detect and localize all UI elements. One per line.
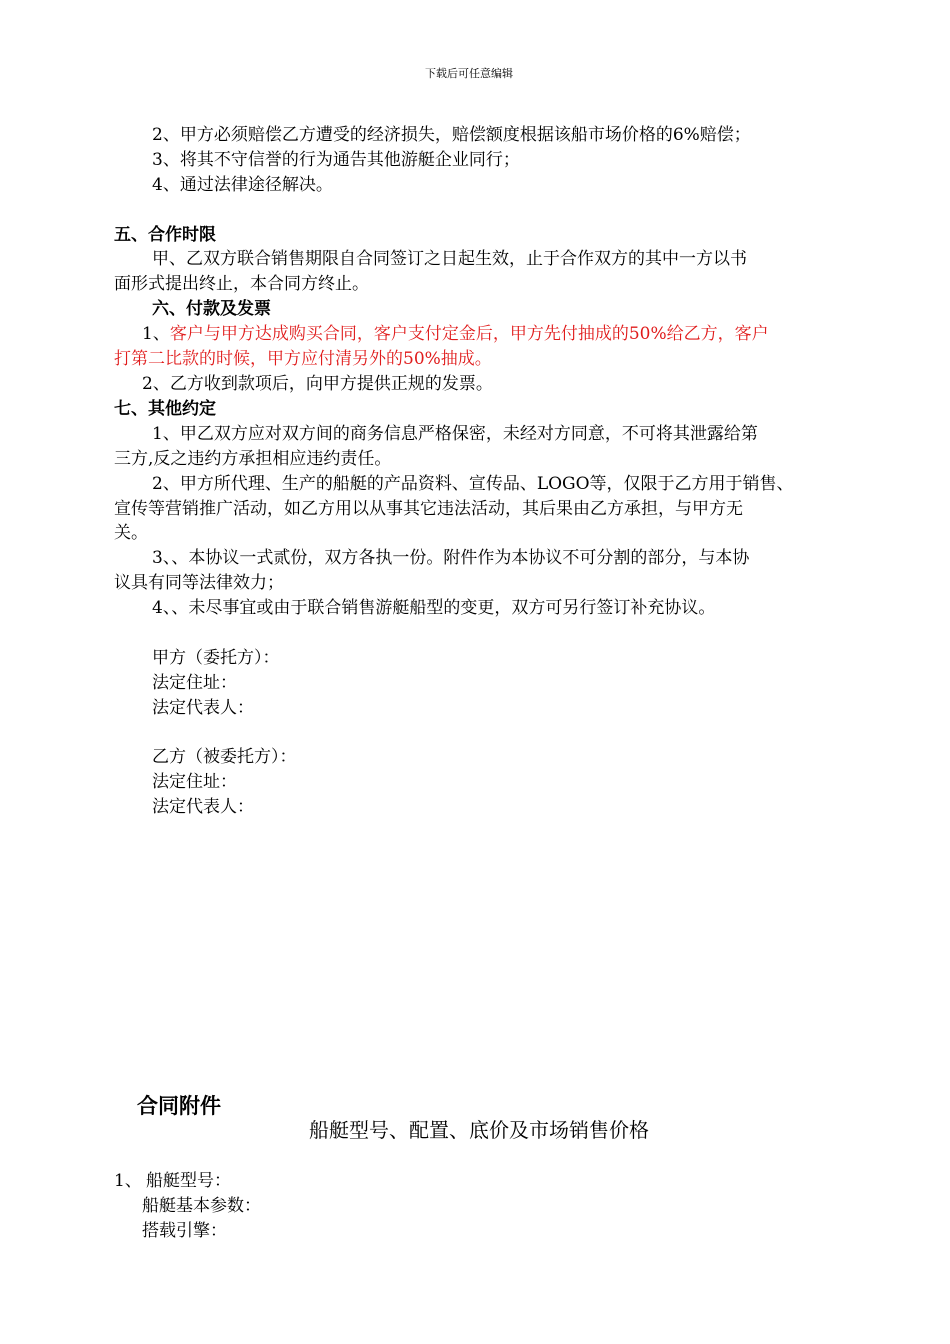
annex-item-1-number: 1、 xyxy=(114,1171,142,1191)
clause-4-3: 3、将其不守信誉的行为通告其他游艇企业同行； xyxy=(152,150,520,170)
section-7-line-2: 三方,反之违约方承担相应违约责任。 xyxy=(114,449,392,469)
section-7-line-7: 议具有同等法律效力； xyxy=(114,573,284,593)
section-7-line-1: 1、甲乙双方应对双方间的商务信息严格保密，未经对方同意，不可将其泄露给第 xyxy=(152,424,758,444)
annex-subtitle: 船艇型号、配置、底价及市场销售价格 xyxy=(309,1118,649,1142)
annex-item-1-label: 船艇型号： xyxy=(146,1171,231,1191)
section-7-line-3: 2、甲方所代理、生产的船艇的产品资料、宣传品、LOGO等，仅限于乙方用于销售、 xyxy=(152,474,794,494)
section-7-heading: 七、其他约定 xyxy=(114,399,216,419)
section-6-item-1-text: 客户与甲方达成购买合同，客户支付定金后，甲方先付抽成的50%给乙方，客户 xyxy=(169,324,769,344)
annex-engine-label: 搭载引擎： xyxy=(142,1221,227,1241)
party-b-representative: 法定代表人： xyxy=(152,797,254,817)
clause-4-4: 4、通过法律途径解决。 xyxy=(152,175,333,195)
section-7-line-8: 4、、未尽事宜或由于联合销售游艇船型的变更，双方可另行签订补充协议。 xyxy=(152,598,716,618)
party-a-address: 法定住址： xyxy=(152,673,237,693)
header-note: 下载后可任意编辑 xyxy=(425,67,513,80)
party-a-title: 甲方（委托方）： xyxy=(152,648,280,668)
section-6-heading: 六、付款及发票 xyxy=(152,299,271,319)
section-5-line-2: 面形式提出终止，本合同方终止。 xyxy=(114,274,369,294)
annex-params-label: 船艇基本参数： xyxy=(142,1196,261,1216)
section-5-heading: 五、合作时限 xyxy=(114,225,216,245)
party-a-representative: 法定代表人： xyxy=(152,698,254,718)
section-7-line-6: 3、、本协议一式贰份，双方各执一份。附件作为本协议不可分割的部分，与本协 xyxy=(152,548,750,568)
party-b-address: 法定住址： xyxy=(152,772,237,792)
section-7-line-5: 关。 xyxy=(114,523,148,543)
party-b-title: 乙方（被委托方）： xyxy=(152,747,297,767)
section-5-line-1: 甲、乙双方联合销售期限自合同签订之日起生效，止于合作双方的其中一方以书 xyxy=(152,249,747,269)
annex-title: 合同附件 xyxy=(137,1094,221,1118)
clause-4-2: 2、甲方必须赔偿乙方遭受的经济损失，赔偿额度根据该船市场价格的6%赔偿； xyxy=(152,125,751,145)
section-6-item-1-line-2: 打第二比款的时候，甲方应付清另外的50%抽成。 xyxy=(114,349,492,369)
section-6-item-1-number: 1、 xyxy=(142,324,170,344)
section-6-item-1-line-1 xyxy=(142,322,769,346)
section-7-line-4: 宣传等营销推广活动，如乙方用以从事其它违法活动，其后果由乙方承担，与甲方无 xyxy=(114,499,743,519)
section-6-item-2: 2、乙方收到款项后，向甲方提供正规的发票。 xyxy=(142,374,493,394)
